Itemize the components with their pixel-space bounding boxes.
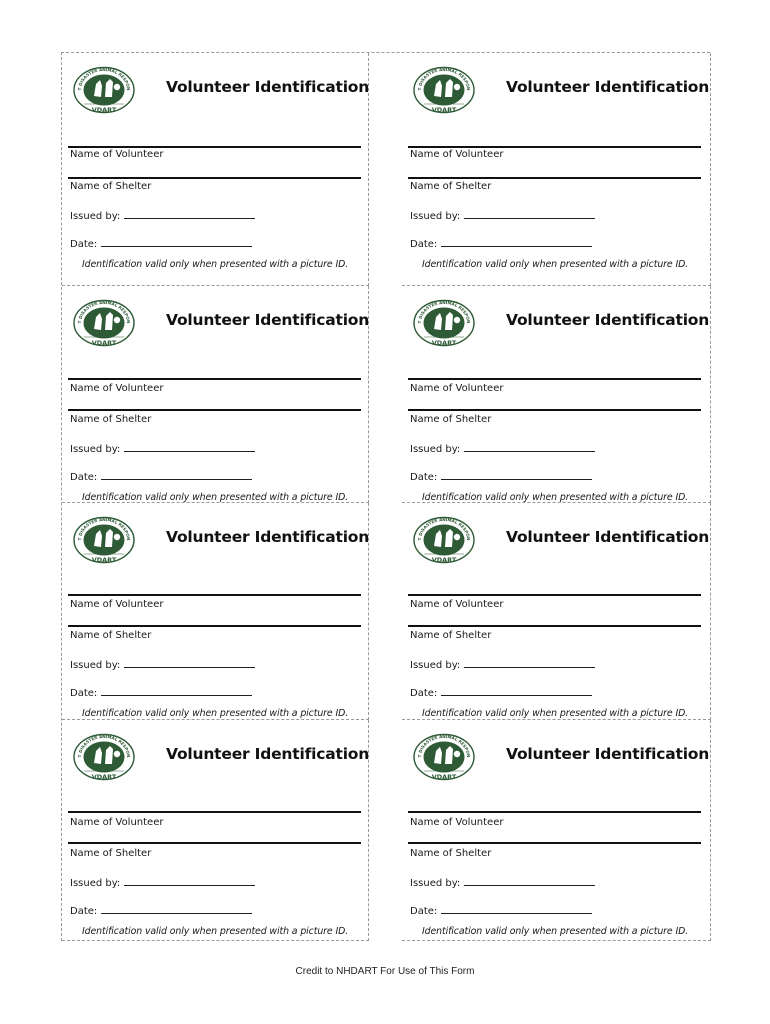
vdart-logo-icon <box>412 66 476 114</box>
date-field[interactable] <box>101 237 252 247</box>
date-field[interactable] <box>101 904 252 914</box>
shelter-name-line[interactable] <box>68 625 361 627</box>
card-title: Volunteer Identification <box>166 528 370 546</box>
issued-by-field[interactable] <box>464 658 595 668</box>
credit-footer: Credit to NHDART For Use of This Form <box>295 966 475 977</box>
card-title: Volunteer Identification <box>166 311 370 329</box>
shelter-name-label: Name of Shelter <box>70 848 152 859</box>
issued-by-label: Issued by: <box>410 660 461 671</box>
volunteer-name-line[interactable] <box>68 146 361 148</box>
volunteer-name-label: Name of Volunteer <box>410 149 504 160</box>
volunteer-name-line[interactable] <box>408 146 701 148</box>
vdart-logo-icon <box>412 299 476 347</box>
card-title: Volunteer Identification <box>506 311 710 329</box>
volunteer-id-card <box>402 286 711 503</box>
logo-acronym: VDART <box>91 339 117 347</box>
logo-acronym: VDART <box>431 773 457 781</box>
card-title: Volunteer Identification <box>506 745 710 763</box>
issued-by-row <box>410 876 595 889</box>
volunteer-name-label: Name of Volunteer <box>70 817 164 828</box>
date-label: Date: <box>410 472 438 483</box>
picture-id-note: Identification valid only when presented with a picture ID. <box>422 708 689 719</box>
logo-ring-text: T DISASTER ANIMAL RESPON <box>416 733 472 758</box>
issued-by-label: Issued by: <box>410 211 461 222</box>
picture-id-note: Identification valid only when presented with a picture ID. <box>82 492 349 503</box>
volunteer-name-label: Name of Volunteer <box>70 383 164 394</box>
issued-by-row <box>70 658 255 671</box>
logo-ring-text: T DISASTER ANIMAL RESPON <box>76 66 132 91</box>
shelter-name-line[interactable] <box>68 409 361 411</box>
shelter-name-label: Name of Shelter <box>410 848 492 859</box>
volunteer-name-label: Name of Volunteer <box>70 599 164 610</box>
issued-by-field[interactable] <box>124 442 255 452</box>
logo-ring-text: T DISASTER ANIMAL RESPON <box>416 66 472 91</box>
date-field[interactable] <box>441 904 592 914</box>
date-row <box>70 470 252 483</box>
issued-by-row <box>70 209 255 222</box>
picture-id-note: Identification valid only when presented with a picture ID. <box>422 926 689 937</box>
logo-ring-text: T DISASTER ANIMAL RESPON <box>416 516 472 541</box>
date-field[interactable] <box>441 470 592 480</box>
vdart-logo-icon <box>72 733 136 781</box>
logo-acronym: VDART <box>431 556 457 564</box>
date-row <box>70 686 252 699</box>
volunteer-name-line[interactable] <box>68 594 361 596</box>
shelter-name-line[interactable] <box>408 625 701 627</box>
issued-by-field[interactable] <box>124 658 255 668</box>
issued-by-field[interactable] <box>464 876 595 886</box>
issued-by-label: Issued by: <box>70 444 121 455</box>
issued-by-field[interactable] <box>464 442 595 452</box>
volunteer-id-card <box>62 286 369 503</box>
issued-by-field[interactable] <box>124 209 255 219</box>
volunteer-name-line[interactable] <box>408 811 701 813</box>
issued-by-label: Issued by: <box>70 878 121 889</box>
logo-acronym: VDART <box>431 106 457 114</box>
shelter-name-line[interactable] <box>408 177 701 179</box>
vdart-logo-icon <box>412 733 476 781</box>
volunteer-name-label: Name of Volunteer <box>410 383 504 394</box>
volunteer-name-line[interactable] <box>408 378 701 380</box>
date-label: Date: <box>70 688 98 699</box>
volunteer-name-line[interactable] <box>68 811 361 813</box>
logo-acronym: VDART <box>91 556 117 564</box>
id-card-sheet <box>61 52 710 941</box>
issued-by-field[interactable] <box>464 209 595 219</box>
picture-id-note: Identification valid only when presented with a picture ID. <box>82 708 349 719</box>
shelter-name-label: Name of Shelter <box>410 414 492 425</box>
picture-id-note: Identification valid only when presented with a picture ID. <box>82 259 349 270</box>
shelter-name-line[interactable] <box>408 409 701 411</box>
issued-by-row <box>70 876 255 889</box>
issued-by-label: Issued by: <box>70 211 121 222</box>
logo-ring-text: T DISASTER ANIMAL RESPON <box>76 733 132 758</box>
logo-ring-text: T DISASTER ANIMAL RESPON <box>416 299 472 324</box>
logo-acronym: VDART <box>91 773 117 781</box>
shelter-name-line[interactable] <box>68 842 361 844</box>
shelter-name-line[interactable] <box>68 177 361 179</box>
picture-id-note: Identification valid only when presented with a picture ID. <box>82 926 349 937</box>
date-row <box>70 904 252 917</box>
volunteer-name-label: Name of Volunteer <box>410 599 504 610</box>
shelter-name-label: Name of Shelter <box>70 414 152 425</box>
issued-by-field[interactable] <box>124 876 255 886</box>
issued-by-label: Issued by: <box>70 660 121 671</box>
shelter-name-label: Name of Shelter <box>70 181 152 192</box>
shelter-name-label: Name of Shelter <box>70 630 152 641</box>
issued-by-row <box>410 442 595 455</box>
date-field[interactable] <box>441 237 592 247</box>
card-title: Volunteer Identification <box>506 78 710 96</box>
date-label: Date: <box>410 239 438 250</box>
vdart-logo-icon <box>72 516 136 564</box>
vdart-logo-icon <box>72 66 136 114</box>
shelter-name-label: Name of Shelter <box>410 181 492 192</box>
vdart-logo-icon <box>412 516 476 564</box>
date-label: Date: <box>70 472 98 483</box>
volunteer-id-card <box>62 720 369 941</box>
issued-by-row <box>70 442 255 455</box>
issued-by-label: Issued by: <box>410 878 461 889</box>
logo-acronym: VDART <box>431 339 457 347</box>
issued-by-row <box>410 209 595 222</box>
logo-ring-text: T DISASTER ANIMAL RESPON <box>76 516 132 541</box>
logo-acronym: VDART <box>91 106 117 114</box>
picture-id-note: Identification valid only when presented with a picture ID. <box>422 492 689 503</box>
volunteer-name-label: Name of Volunteer <box>70 149 164 160</box>
volunteer-name-line[interactable] <box>68 378 361 380</box>
date-field[interactable] <box>441 686 592 696</box>
volunteer-id-card <box>402 53 711 286</box>
card-title: Volunteer Identification <box>166 745 370 763</box>
date-label: Date: <box>70 906 98 917</box>
date-row <box>410 904 592 917</box>
vdart-logo-icon <box>72 299 136 347</box>
volunteer-id-card <box>402 503 711 720</box>
card-title: Volunteer Identification <box>166 78 370 96</box>
date-label: Date: <box>410 906 438 917</box>
volunteer-id-card <box>62 503 369 720</box>
shelter-name-label: Name of Shelter <box>410 630 492 641</box>
volunteer-name-line[interactable] <box>408 594 701 596</box>
date-label: Date: <box>70 239 98 250</box>
volunteer-id-card <box>62 53 369 286</box>
volunteer-name-label: Name of Volunteer <box>410 817 504 828</box>
date-row <box>70 237 252 250</box>
logo-ring-text: T DISASTER ANIMAL RESPON <box>76 299 132 324</box>
date-row <box>410 470 592 483</box>
date-row <box>410 686 592 699</box>
card-title: Volunteer Identification <box>506 528 710 546</box>
date-row <box>410 237 592 250</box>
date-field[interactable] <box>101 686 252 696</box>
date-field[interactable] <box>101 470 252 480</box>
issued-by-row <box>410 658 595 671</box>
date-label: Date: <box>410 688 438 699</box>
issued-by-label: Issued by: <box>410 444 461 455</box>
volunteer-id-card <box>402 720 711 941</box>
picture-id-note: Identification valid only when presented with a picture ID. <box>422 259 689 270</box>
shelter-name-line[interactable] <box>408 842 701 844</box>
